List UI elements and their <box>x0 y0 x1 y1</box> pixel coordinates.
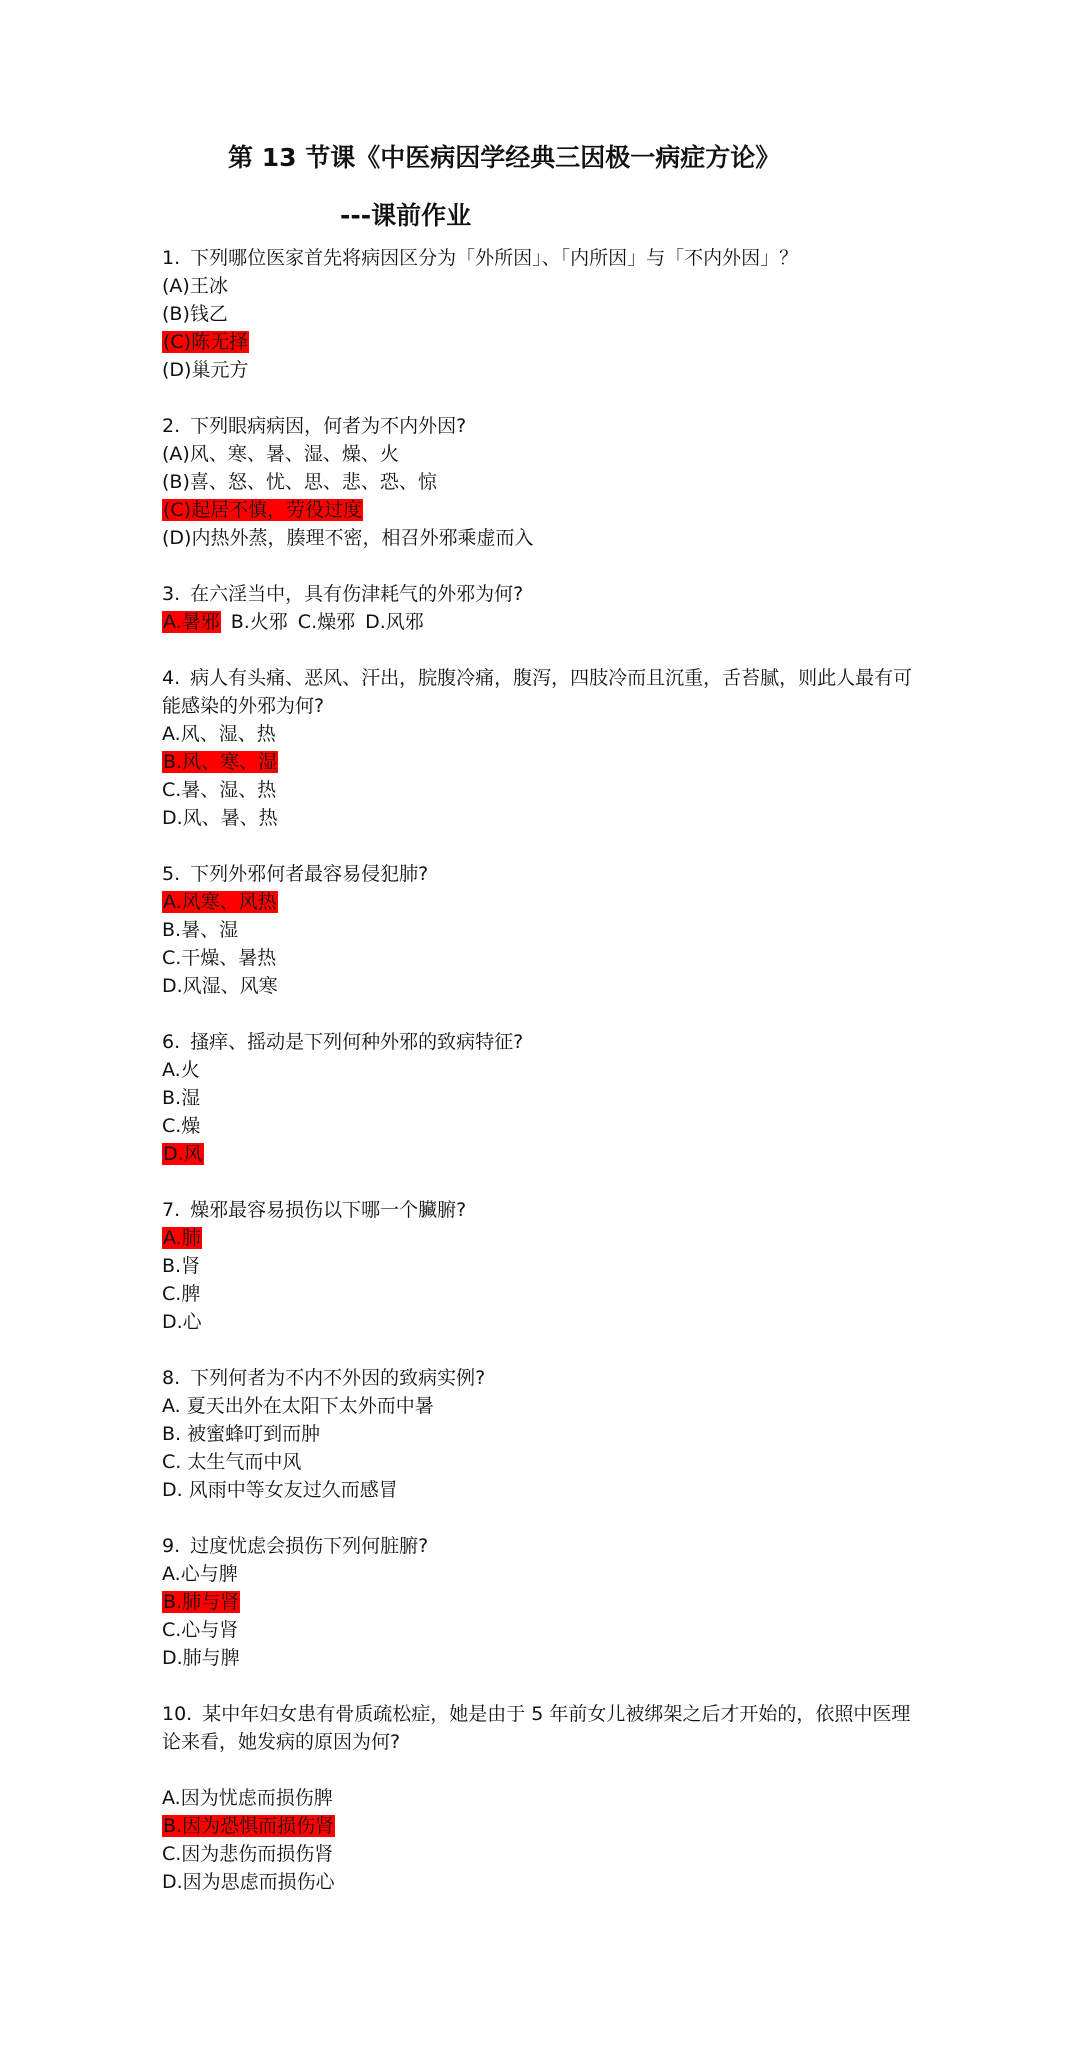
question-number: 2. <box>162 415 181 437</box>
option-label: D. 风雨中等女友过久而感冒 <box>162 1479 398 1501</box>
option-label: D.风、暑、热 <box>162 807 278 829</box>
question-text <box>162 244 922 272</box>
question-text <box>162 1364 922 1392</box>
answer-option <box>162 524 922 552</box>
answer-option-correct <box>162 1812 922 1840</box>
question-text <box>162 1700 922 1756</box>
option-label: B. 被蜜蜂叮到而肿 <box>162 1423 321 1445</box>
option-label: A.暑邪 <box>163 611 220 633</box>
option-label: D.风湿、风寒 <box>162 975 278 997</box>
answer-option <box>162 1420 922 1448</box>
question-text <box>162 580 922 608</box>
answer-option-correct <box>162 888 922 916</box>
answer-option <box>162 804 922 832</box>
question-7 <box>162 1196 922 1336</box>
question-prompt: 下列何者为不内不外因的致病实例? <box>190 1367 486 1389</box>
question-5 <box>162 860 922 1000</box>
answer-option <box>231 611 288 633</box>
option-label: B.因为恐惧而损伤肾 <box>163 1815 335 1837</box>
option-list <box>162 720 922 832</box>
option-list <box>162 1560 922 1672</box>
option-label: A.心与脾 <box>162 1563 238 1585</box>
option-label: C.心与肾 <box>162 1619 239 1641</box>
answer-option-correct <box>162 611 221 633</box>
document-subtitle: ---课前作业 <box>340 201 472 230</box>
question-number: 6. <box>162 1031 181 1053</box>
question-10 <box>162 1700 922 1896</box>
option-label: (C)陈无择 <box>163 331 249 353</box>
option-label: C.脾 <box>162 1283 201 1305</box>
question-number: 3. <box>162 583 181 605</box>
answer-option <box>162 972 922 1000</box>
answer-option <box>162 1056 922 1084</box>
option-label: B.肾 <box>162 1255 201 1277</box>
answer-option <box>162 1252 922 1280</box>
question-8 <box>162 1364 922 1504</box>
option-label: C.燥 <box>162 1115 201 1137</box>
option-label: D.风邪 <box>365 611 424 633</box>
question-number: 9. <box>162 1535 181 1557</box>
question-prompt: 燥邪最容易损伤以下哪一个臟腑? <box>190 1199 467 1221</box>
question-2 <box>162 412 922 552</box>
question-number: 4. <box>162 667 181 689</box>
answer-option <box>162 1112 922 1140</box>
answer-option-correct <box>162 748 922 776</box>
option-list <box>162 272 922 384</box>
answer-option <box>162 1840 922 1868</box>
answer-option <box>162 1784 922 1812</box>
question-number: 7. <box>162 1199 181 1221</box>
option-label: A.因为忧虑而损伤脾 <box>162 1787 333 1809</box>
question-number: 8. <box>162 1367 181 1389</box>
answer-option-correct <box>162 328 922 356</box>
question-prompt: 搔痒、摇动是下列何种外邪的致病特征? <box>190 1031 524 1053</box>
answer-option <box>162 468 922 496</box>
option-label: B.湿 <box>162 1087 201 1109</box>
answer-option <box>162 1448 922 1476</box>
question-prompt: 病人有头痛、恶风、汗出，脘腹冷痛，腹泻，四肢冷而且沉重，舌苔腻，则此人最有可能感染的外邪为何? <box>162 667 913 717</box>
option-label: A.风、湿、热 <box>162 723 276 745</box>
question-prompt: 下列眼病病因，何者为不内外因? <box>190 415 467 437</box>
answer-option <box>162 440 922 468</box>
option-label: C.燥邪 <box>297 611 356 633</box>
option-label: A.风寒、风热 <box>163 891 277 913</box>
option-label: A. 夏天出外在太阳下太外而中暑 <box>162 1395 434 1417</box>
answer-option <box>162 916 922 944</box>
option-list <box>162 608 922 636</box>
answer-option <box>162 720 922 748</box>
option-label: C. 太生气而中风 <box>162 1451 302 1473</box>
question-prompt: 在六淫当中，具有伤津耗气的外邪为何? <box>190 583 524 605</box>
document-title: 第 13 节课《中医病因学经典三因极一病症方论》 <box>228 143 781 172</box>
option-list <box>162 440 922 552</box>
answer-option <box>162 1084 922 1112</box>
option-list <box>162 1224 922 1336</box>
answer-option <box>298 611 355 633</box>
question-3 <box>162 580 922 636</box>
question-text <box>162 1196 922 1224</box>
answer-option <box>162 356 922 384</box>
question-number: 10. <box>162 1703 193 1725</box>
question-prompt: 过度忧虑会损伤下列何脏腑? <box>190 1535 429 1557</box>
answer-option-correct <box>162 1140 922 1168</box>
answer-option <box>162 1868 922 1896</box>
question-text <box>162 664 922 720</box>
option-label: C.暑、湿、热 <box>162 779 277 801</box>
question-6 <box>162 1028 922 1168</box>
option-label: (C)起居不慎，劳役过度 <box>163 499 363 521</box>
question-list <box>162 244 922 1924</box>
option-label: B.火邪 <box>230 611 288 633</box>
option-label: D.肺与脾 <box>162 1647 240 1669</box>
option-label: B.风、寒、湿 <box>163 751 278 773</box>
option-list <box>162 888 922 1000</box>
question-4 <box>162 664 922 832</box>
question-prompt: 下列外邪何者最容易侵犯肺? <box>190 863 429 885</box>
question-text <box>162 860 922 888</box>
answer-option <box>162 1476 922 1504</box>
question-1 <box>162 244 922 384</box>
answer-option <box>162 1280 922 1308</box>
option-label: A.肺 <box>163 1227 201 1249</box>
option-label: (D)内热外蒸，腠理不密，相召外邪乘虚而入 <box>162 527 534 549</box>
question-number: 1. <box>162 247 181 269</box>
question-text <box>162 1532 922 1560</box>
answer-option <box>162 1560 922 1588</box>
answer-option <box>162 944 922 972</box>
option-label: (B)喜、怒、忧、思、悲、恐、惊 <box>162 471 437 493</box>
answer-option <box>365 611 424 633</box>
answer-option <box>162 1644 922 1672</box>
option-label: B.肺与肾 <box>163 1591 240 1613</box>
option-label: A.火 <box>162 1059 200 1081</box>
option-label: (B)钱乙 <box>162 303 228 325</box>
question-9 <box>162 1532 922 1672</box>
answer-option <box>162 1392 922 1420</box>
option-label: (A)风、寒、暑、湿、燥、火 <box>162 443 399 465</box>
option-label: (D)巢元方 <box>162 359 249 381</box>
answer-option <box>162 1616 922 1644</box>
option-list <box>162 1784 922 1896</box>
option-label: D.风 <box>163 1143 203 1165</box>
question-text <box>162 1028 922 1056</box>
question-number: 5. <box>162 863 181 885</box>
answer-option <box>162 272 922 300</box>
answer-option <box>162 776 922 804</box>
option-label: D.心 <box>162 1311 202 1333</box>
answer-option <box>162 1308 922 1336</box>
option-label: C.干燥、暑热 <box>162 947 277 969</box>
answer-option-correct <box>162 496 922 524</box>
option-label: B.暑、湿 <box>162 919 239 941</box>
question-prompt: 某中年妇女患有骨质疏松症，她是由于 5 年前女儿被绑架之后才开始的，依照中医理论来看，她发病的原因为何? <box>162 1703 911 1753</box>
question-prompt: 下列哪位医家首先将病因区分为「外所因」、「内所因」与「不内外因」？ <box>190 247 799 269</box>
option-list <box>162 1056 922 1168</box>
option-label: D.因为思虑而损伤心 <box>162 1871 335 1893</box>
question-text <box>162 412 922 440</box>
answer-option-correct <box>162 1588 922 1616</box>
option-label: C.因为悲伤而损伤肾 <box>162 1843 334 1865</box>
option-list <box>162 1392 922 1504</box>
option-label: (A)王冰 <box>162 275 228 297</box>
answer-option-correct <box>162 1224 922 1252</box>
answer-option <box>162 300 922 328</box>
